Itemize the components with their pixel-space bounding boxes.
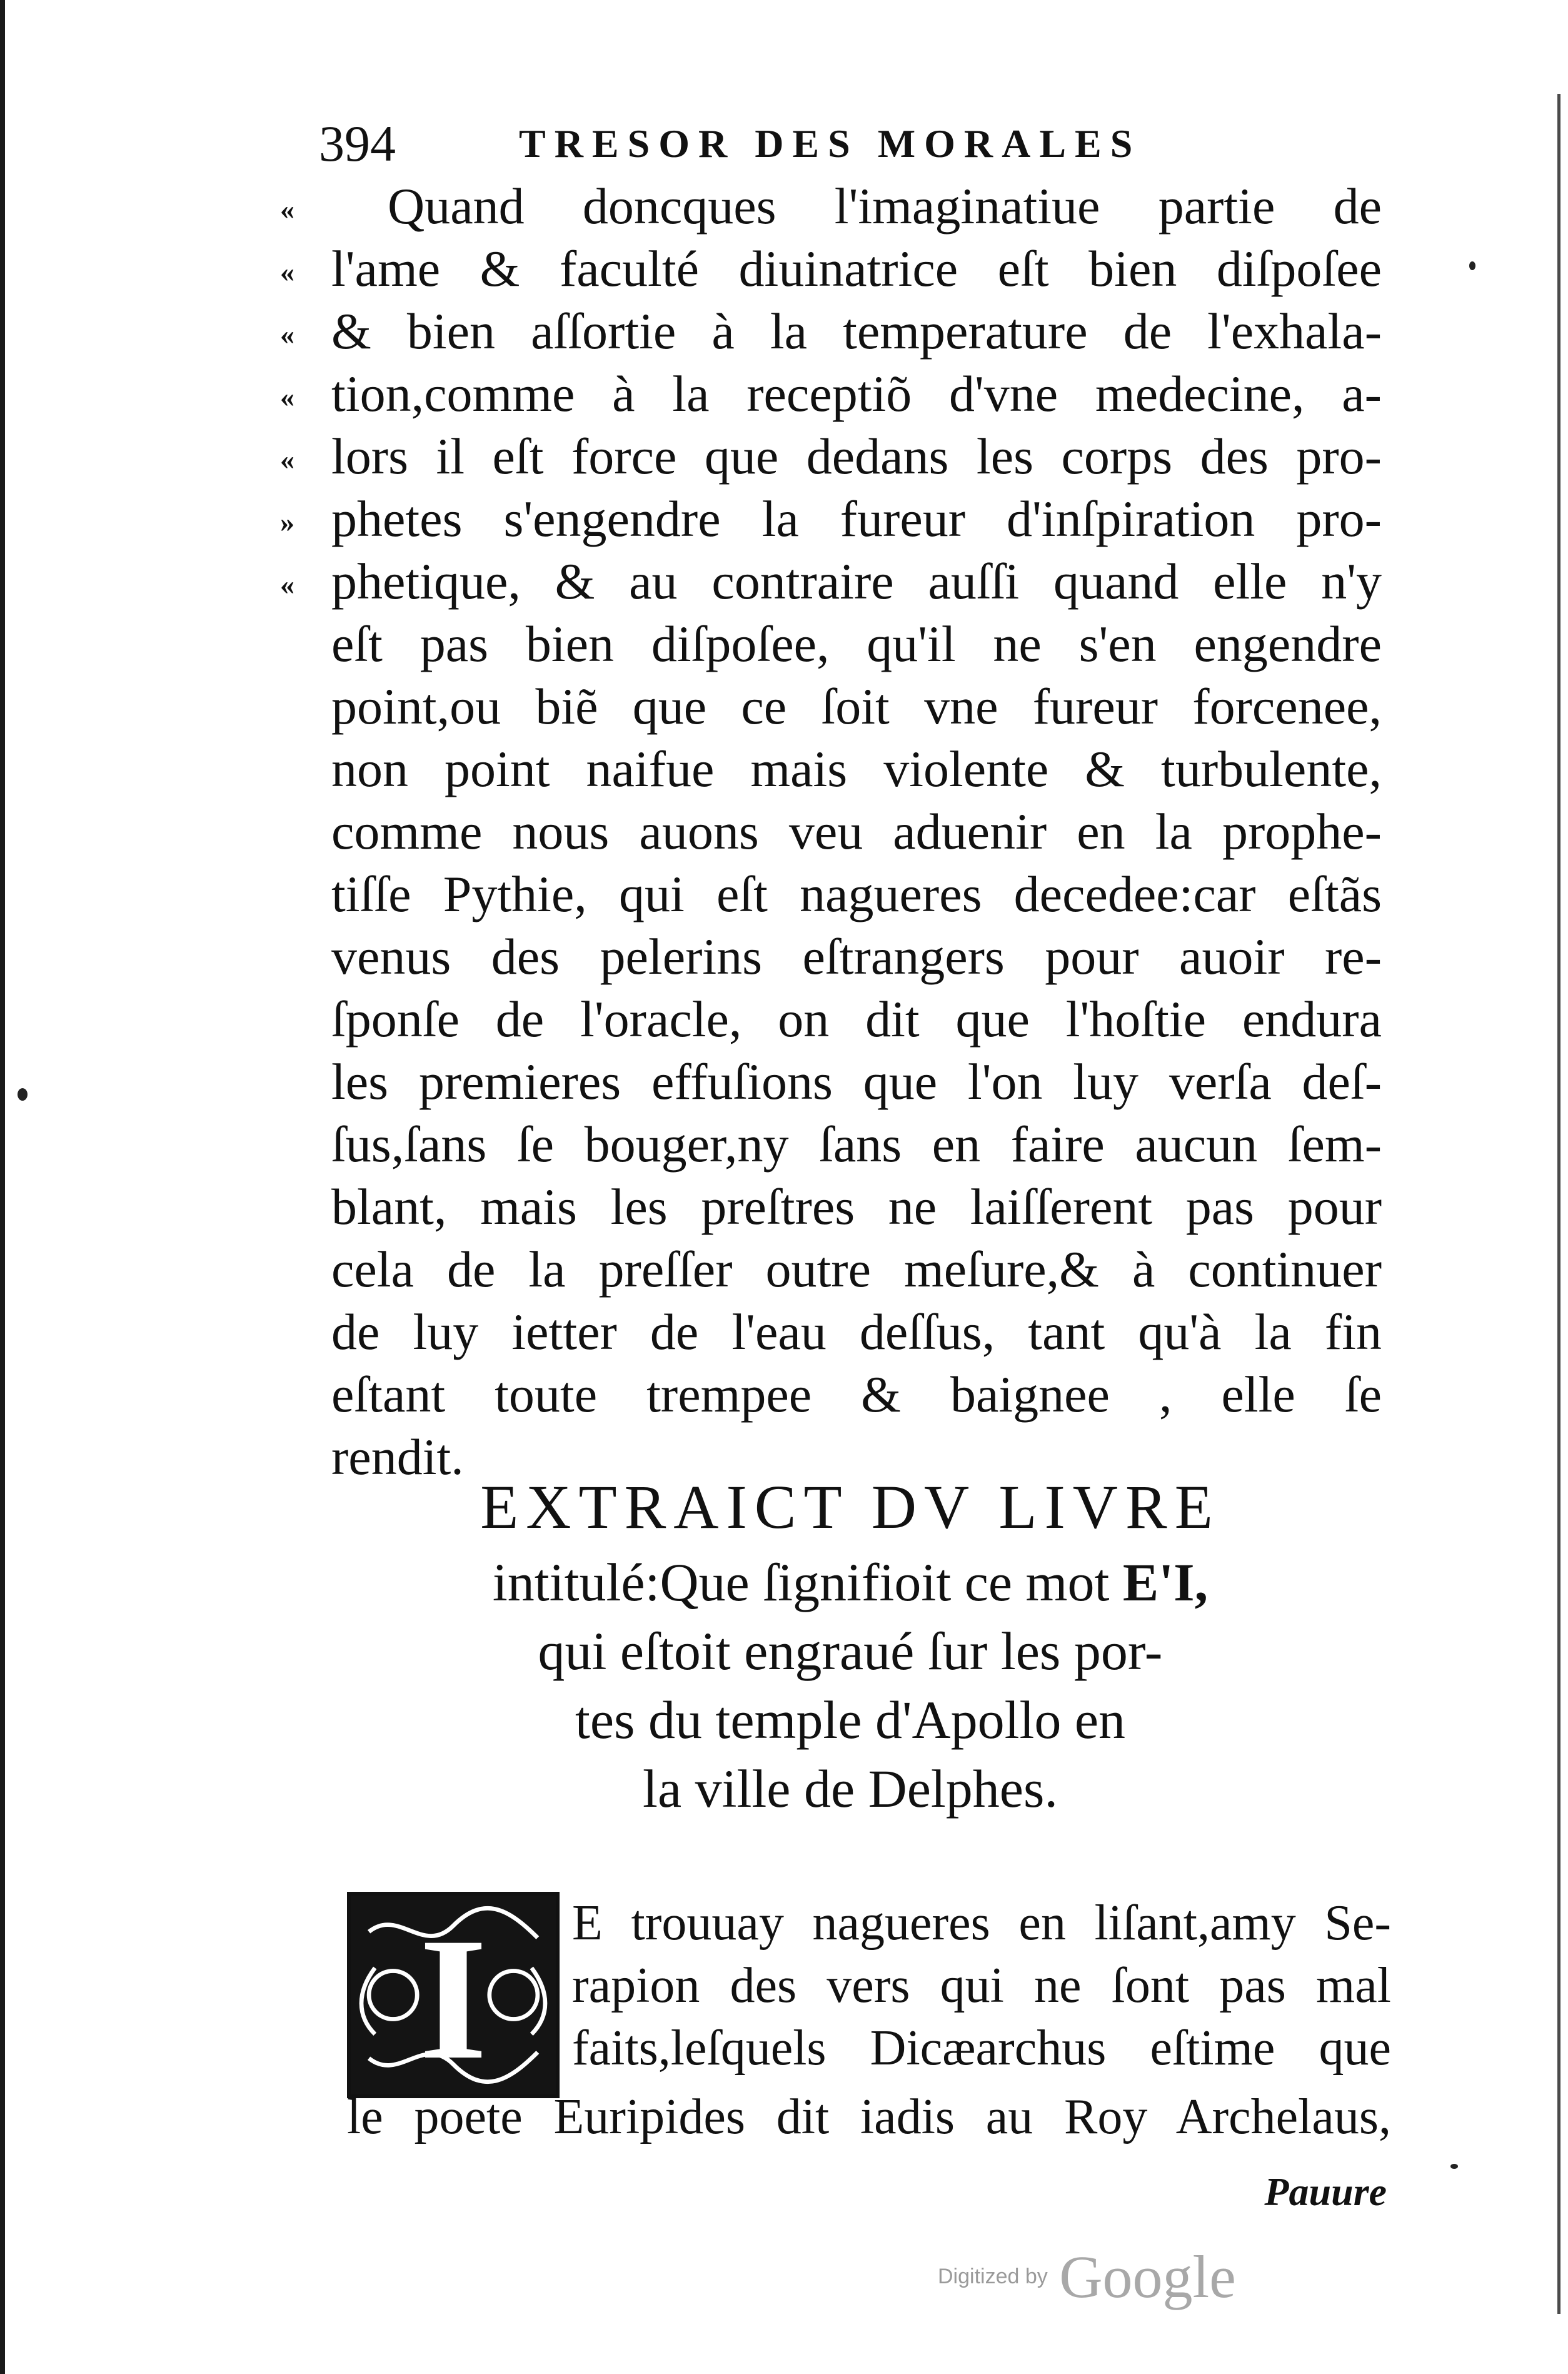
text-line: ſus,ſans ſe bouger,ny ſans en faire aucun ſem-: [331, 1116, 1382, 1173]
text-line: cela de la preſſer outre meſure,& à continuer: [331, 1241, 1382, 1298]
text-line: tiſſe Pythie, qui eſt nagueres decedee:car eſtãs: [331, 866, 1382, 922]
catchword: Pauure: [1264, 2169, 1387, 2214]
text-line: phetes s'engendre la fureur d'inſpiration pro-: [331, 490, 1382, 547]
paragraph-2-indented-lines: [572, 1892, 1391, 2079]
text-line: non point naifue mais violente & turbulente,: [331, 740, 1382, 797]
paragraph-2-full-lines: [347, 2086, 1391, 2148]
quote-mark: «: [280, 193, 294, 225]
quote-mark: «: [280, 443, 294, 475]
ornamental-drop-initial: [347, 1892, 560, 2098]
text-line: eſt pas bien diſpoſee, qu'il ne s'en engendre: [331, 615, 1382, 672]
greek-word: E'I,: [1122, 1552, 1209, 1612]
text-line: lors il eſt force que dedans les corps des pro-: [331, 428, 1382, 485]
text-line: tion,comme à la receptiõ d'vne medecine, a-: [331, 365, 1382, 422]
paragraph-2: [347, 1892, 1391, 2154]
page-edge-left: [0, 0, 5, 2374]
text-line: ſponſe de l'oracle, on dit que l'hoſtie endura: [331, 991, 1382, 1048]
quote-mark: «: [280, 568, 294, 600]
heading-subtitle-line: [350, 1548, 1350, 1617]
ink-speck: [1450, 2164, 1458, 2169]
google-logo: Google: [1059, 2243, 1236, 2310]
watermark: [938, 2242, 1236, 2311]
quote-mark: «: [280, 318, 294, 350]
heading-subtitle-line: tes du temple d'Apollo en: [575, 1690, 1126, 1750]
text-line: l'ame & faculté diuinatrice eſt bien diſpoſee: [331, 240, 1382, 297]
text-line: rapion des vers qui ne ſont pas mal: [572, 1958, 1391, 2013]
heading-subtitle-text: intitulé:Que ſignifioit ce mot: [492, 1552, 1110, 1612]
quote-mark: «: [280, 256, 294, 288]
heading-subtitle-line: la ville de Delphes.: [643, 1759, 1058, 1819]
text-line: phetique, & au contraire auſſi quand elle n'y: [331, 553, 1382, 610]
text-line: eſtant toute trempee & baignee , elle ſe: [331, 1366, 1382, 1423]
text-line: faits,leſquels Dicæarchus eſtime que: [572, 2021, 1391, 2076]
drop-initial-letter: I: [419, 1901, 488, 2096]
text-line: venus des pelerins eſtrangers pour auoir re-: [331, 928, 1382, 985]
text-line: de luy ietter de l'eau deſſus, tant qu'à la fin: [331, 1303, 1382, 1360]
ink-speck: [18, 1088, 28, 1101]
page-edge-right: [1557, 94, 1560, 2314]
heading-title: EXTRAICT DV LIVRE: [480, 1472, 1220, 1542]
running-head: [319, 109, 1257, 178]
text-line: Quand doncques l'imaginatiue partie de: [388, 178, 1382, 235]
text-line: les premieres effuſions que l'on luy verſa deſ-: [331, 1053, 1382, 1110]
quote-marks-column: [280, 178, 324, 616]
text-line: comme nous auons veu aduenir en la prophe-: [331, 803, 1382, 860]
text-line: blant, mais les preſtres ne laiſſerent pas pour: [331, 1178, 1382, 1235]
paragraph-1: [331, 175, 1382, 1488]
text-line: E trouuay nagueres en liſant,amy Se-: [572, 1896, 1391, 1951]
page-number: 394: [319, 115, 396, 172]
text-line: point,ou biẽ que ce ſoit vne fureur forcenee,: [331, 678, 1382, 735]
quote-mark: »: [280, 506, 294, 538]
section-heading: [350, 1467, 1350, 1823]
ink-speck: [1469, 261, 1475, 270]
quote-mark: «: [280, 381, 294, 413]
watermark-prefix: Digitized by: [938, 2265, 1048, 2288]
running-title: TRESOR DES MORALES: [519, 121, 1142, 166]
text-line: rendit.: [331, 1428, 464, 1485]
text-line: le poete Euripides dit iadis au Roy Archelaus,: [347, 2089, 1391, 2144]
text-line: & bien aſſortie à la temperature de l'exhala-: [331, 303, 1382, 360]
heading-subtitle-line: qui eſtoit engraué ſur les por-: [538, 1621, 1163, 1681]
